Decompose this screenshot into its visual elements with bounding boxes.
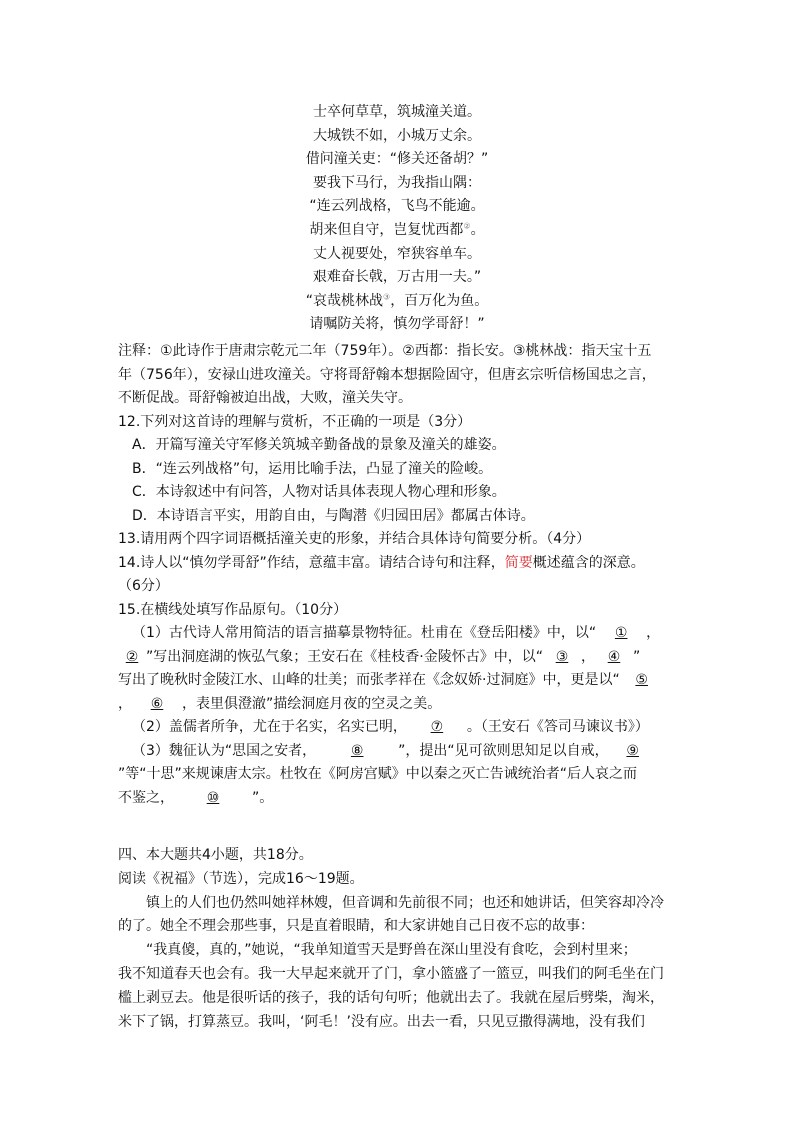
section-4-header: 四、本大题共4小题，共18分。 bbox=[118, 847, 313, 863]
q15-text: （2）盖儒者所争，尤在于名实，名实已明， bbox=[132, 719, 407, 735]
poem-line: 士卒何草草，筑城潼关道。 bbox=[313, 104, 481, 120]
notes-line: 年（756年），安禄山进攻潼关。守将哥舒翰本想据险固守，但唐玄宗听信杨国忠之言， bbox=[118, 366, 656, 383]
note-marker: ③ bbox=[383, 292, 391, 302]
q15-text: 写出了晚秋时金陵江水、山峰的壮美；而张孝祥在《念奴娇·过洞庭》中，更是以“ bbox=[118, 672, 620, 688]
blank-3: ③ bbox=[555, 648, 569, 665]
poem-line: 艰难奋长戟，万古用一夫。” bbox=[312, 269, 482, 286]
poem-text: 。 bbox=[470, 221, 485, 238]
option-d: D．本诗语言平实，用韵自由，与陶潜《归园田居》都属古体诗。 bbox=[132, 507, 535, 524]
q15-text: ”，提出“见可欲则思知足以自戒， bbox=[398, 742, 609, 759]
q15-part3-line: ”等“十思”来规谏唐太宗。杜牧在《阿房宫赋》中以秦之灭亡告诫统治者“后人哀之而 bbox=[118, 766, 638, 782]
section-4-block bbox=[118, 844, 678, 1034]
option-a: A．开篇写潼关守军修关筑城辛勤备战的景象及潼关的雄姿。 bbox=[132, 437, 506, 453]
notes-line: 注释：①此诗作于唐肃宗乾元二年（759年）。②西都：指长安。③桃林战：指天宝十五 bbox=[118, 343, 652, 359]
q15-part1-line bbox=[118, 669, 678, 693]
blank-8: ⑧ bbox=[350, 742, 364, 759]
blank-10: ⑩ bbox=[206, 789, 220, 806]
question-14 bbox=[118, 552, 678, 576]
question-15-stem: 15.在横线处填写作品原句。（10分） bbox=[118, 601, 348, 618]
poem-text: ，百万化为鱼。 bbox=[390, 292, 489, 309]
q15-part1-line bbox=[118, 693, 678, 717]
q15-text: 不鉴之， bbox=[118, 789, 174, 806]
q15-part1-line bbox=[118, 646, 678, 670]
blank-4: ④ bbox=[607, 648, 621, 665]
poem-text: 胡来但自守，岂复忧西都 bbox=[309, 221, 464, 238]
q15-part2-line bbox=[118, 716, 678, 740]
q15-text: （3）魏征认为“思国之安者， bbox=[132, 742, 317, 759]
passage-line: 槛上剥豆去。他是很听话的孩子，我的话句句听；他就出去了。我就在屋后劈柴，淘米， bbox=[118, 989, 664, 1006]
question-13: 13.请用两个四字词语概括潼关吏的形象，并结合具体诗句简要分析。（4分） bbox=[118, 531, 591, 547]
question-14-score: （6分） bbox=[118, 578, 169, 594]
q15-text: ”写出洞庭湖的恢弘气象；王安石在《桂枝香·金陵怀古》中，以“ bbox=[146, 648, 543, 665]
poem-line: 丈人视要处，窄狭容单车。 bbox=[313, 245, 481, 262]
notes-line: 不断促战。哥舒翰被迫出战，大败，潼关失守。 bbox=[118, 390, 412, 406]
blank-9: ⑨ bbox=[626, 742, 639, 759]
q15-text: 。（王安石《答司马谏议书》） bbox=[466, 719, 649, 735]
note-marker: ② bbox=[463, 221, 471, 231]
option-b: B．“连云列战格”句，运用比喻手法，凸显了潼关的险峻。 bbox=[132, 460, 493, 477]
poem-line bbox=[0, 219, 794, 243]
passage-line: 米下了锅，打算蒸豆。我叫，‘阿毛！’没有应。出去一看，只见豆撒得满地，没有我们 bbox=[118, 1013, 645, 1030]
blank-5: ⑤ bbox=[635, 672, 648, 688]
q14-text: 14.诗人以“慎勿学哥舒”作结，意蕴丰富。请结合诗句和注释， bbox=[118, 554, 505, 571]
q15-text: ，表里俱澄澈”描绘洞庭月夜的空灵之美。 bbox=[182, 695, 442, 712]
q15-text: ， bbox=[580, 648, 595, 665]
q15-text: ” bbox=[632, 648, 641, 665]
blank-2: ② bbox=[125, 648, 139, 665]
poem-line bbox=[0, 290, 794, 314]
question-12-stem: 12.下列对这首诗的理解与赏析，不正确的一项是（3分） bbox=[118, 413, 472, 430]
blank-6: ⑥ bbox=[150, 695, 164, 712]
q15-text: ， bbox=[646, 625, 661, 641]
poem-block bbox=[0, 101, 794, 337]
q15-part3-line bbox=[118, 787, 678, 811]
poem-text: “哀哉桃林战 bbox=[305, 292, 384, 309]
blank-7: ⑦ bbox=[430, 719, 444, 735]
reading-intro: 阅读《祝福》（节选），完成16～19题。 bbox=[118, 870, 364, 887]
q14-text: 概述蕴含的深意。 bbox=[532, 554, 645, 571]
poem-line: 要我下马行，为我指山隅： bbox=[313, 174, 481, 191]
option-c: C．本诗叙述中有问答，人物对话具体表现人物心理和形象。 bbox=[132, 484, 506, 500]
q15-text: （1）古代诗人常用简洁的语言描摹景物特征。杜甫在《登岳阳楼》中，以“ bbox=[132, 625, 597, 641]
poem-line: 借问潼关吏：“修关还备胡？” bbox=[305, 151, 489, 168]
passage-line: 镇上的人们也仍然叫她祥林嫂，但音调和先前很不同；也还和她讲话，但笑容却冷冷 bbox=[146, 894, 664, 911]
q15-text: ”。 bbox=[252, 789, 274, 806]
passage-line: 我不知道春天也会有。我一大早起来就开了门，拿小篮盛了一篮豆，叫我们的阿毛坐在门 bbox=[118, 965, 664, 982]
q14-highlight: 简要 bbox=[504, 554, 533, 571]
poem-line: “连云列战格，飞鸟不能逾。 bbox=[309, 198, 485, 215]
poem-line: 请嘱防关将，慎勿学哥舒！” bbox=[309, 316, 485, 333]
blank-1: ① bbox=[614, 625, 628, 641]
q15-text: ， bbox=[118, 695, 132, 712]
q15-part1-line bbox=[118, 622, 678, 646]
q15-part3-line bbox=[118, 740, 678, 764]
passage-line: “我真傻，真的，”她说，“我单知道雪天是野兽在深山里没有食吃，会到村里来； bbox=[146, 942, 637, 959]
passage-line: 的了。她全不理会那些事，只是直着眼睛，和大家讲她自己日夜不忘的故事： bbox=[118, 918, 594, 935]
questions-block bbox=[118, 340, 678, 810]
poem-line: 大城铁不如，小城万丈余。 bbox=[313, 127, 481, 144]
